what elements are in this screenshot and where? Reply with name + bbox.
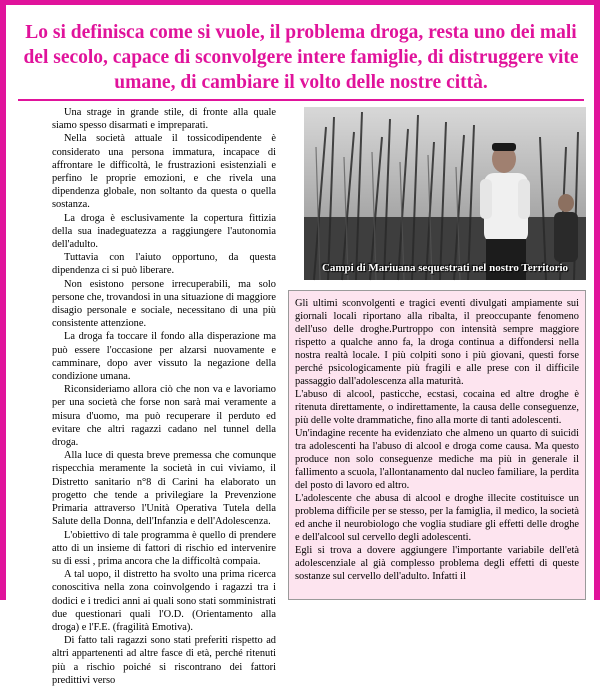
article-paragraph: Una strage in grande stile, di fronte alla quale siamo spesso disarmati e impreparati. — [52, 107, 276, 132]
box-paragraph: L'abuso di alcool, pasticche, ecstasi, cocaina ed altre droghe è ritenuta direttamente, o indirettamente, la causa delle conseguenze, più delle volte drammatiche, fino alla morte di tanti adolescenti. — [295, 389, 579, 426]
headline: Lo si definisca come si vuole, il problema droga, resta uno dei mali del secolo, capace di sconvolgere intere famiglie, di distruggere vite umane, di cambiare il volto delle nostre città. — [23, 22, 579, 93]
article-paragraph: Riconsideriamo allora ciò che non va e lavoriamo per una società che forse non sarà mai veramente a misura d'uomo, ma può recuperare il perduto ed evitare che altri ragazzi cadano nel tunnel della droga. — [52, 384, 276, 449]
article-paragraph: Nella società attuale il tossicodipendente è considerato una persona immatura, incapace di affrontare le difficoltà, le frustrazioni esistenziali e perfino le proprie emozioni, e che rivela una dipendenza globale, non soltanto da questa o quella sostanza. — [52, 133, 276, 211]
photo-caption: Campi di Mariuana sequestrati nel nostro Territorio — [321, 262, 569, 274]
article-paragraph: A tal uopo, il distretto ha svolto una prima ricerca conoscitiva nella zona coinvolgendo i ragazzi tra i dodici e i tredici anni ai quali sono stati somministrati due questionari quali l'O.D. (Orientamento alla droga) e l'F.E. (fragilità Emotiva). — [52, 569, 276, 633]
article-paragraph: Tuttavia con l'aiuto opportuno, da questa dipendenza ci si può liberare. — [52, 252, 276, 277]
headline-divider — [18, 99, 584, 101]
marijuana-field-photo — [304, 107, 586, 280]
article-paragraph: Alla luce di questa breve premessa che comunque rispecchia meramente la società in cui viviamo, il Distretto sanitario n°8 di Carini ha elaborato un progetto che tende a privilegiare la Prevenzione Primaria attraverso l'Unità Operativa Tutela della Salute della Donna, dell'Infanzia e dell'Adolescenza. — [52, 450, 276, 528]
article-paragraph: Non esistono persone irrecuperabili, ma solo persone che, trovandosi in una situazione di maggiore disagio personale e sociale, necessitano di una più consistente attenzione. — [52, 278, 276, 330]
left-border — [0, 0, 6, 600]
highlighted-article-box — [288, 290, 586, 600]
box-paragraph: Un'indagine recente ha evidenziato che almeno un quarto di suicidi tra adolescenti ha l'abuso di alcool e droga come causa. Ma questo produce non solo conseguenze mediche ma più in generale il fallimento a scuola, l'allontanamento dal nucleo familiare, la perdita del posto di lavoro ed altro. — [295, 428, 579, 491]
box-paragraph: L'adolescente che abusa di alcool e droghe illecite costituisce un problema difficile per se stesso, per la famiglia, il medico, la società ed anche il neurobiologo che voglia studiare gli effetti delle droghe e dell'alcool sul cervello degli adolescenti. — [295, 493, 579, 543]
article-paragraph: La droga è esclusivamente la copertura fittizia della sua inadeguatezza a raggiungere l'autonomia dell'adulto. — [52, 212, 276, 251]
photo-illustration — [304, 107, 586, 280]
top-border — [0, 0, 600, 5]
article-paragraph: La droga fa toccare il fondo alla disperazione ma può essere l'occasione per alzarsi nuovamente e camminare, dopo aver vissuto la negazione della condizione umana. — [52, 331, 276, 383]
box-paragraph: Gli ultimi sconvolgenti e tragici eventi divulgati ampiamente sui giornali locali riportano alla ribalta, il preoccupante fenomeno dell'uso delle droghe.Purtroppo con intensità sempre maggiore rispetto a qualche anno fa, la droga continua a diffondersi nella nostra realtà locale. I più colpiti sono i più giovani, questi forse perché psicologicamente più fragili e alle prese con il difficile passaggio dall'adolescenza alla maturità. — [295, 298, 579, 387]
article-paragraph: Di fatto tali ragazzi sono stati preferiti rispetto ad altri appartenenti ad altre fasce di età, perché ritenuti più a rischio poiché si riscontrano dei fattori predittivi verso — [52, 635, 276, 686]
right-border — [594, 0, 600, 600]
article-paragraph: L'obiettivo di tale programma è quello di prendere atto di un insieme di fattori di rischio ed intervenire su di essi , prima ancora che la difficoltà compaia. — [52, 529, 276, 567]
left-article-column — [52, 106, 276, 686]
box-paragraph: Egli si trova a dovere aggiungere l'importante variabile dell'età adolescenziale al già complesso problema degli effetti di queste sostanze sul cervello dell'adulto. Infatti il — [295, 545, 579, 582]
